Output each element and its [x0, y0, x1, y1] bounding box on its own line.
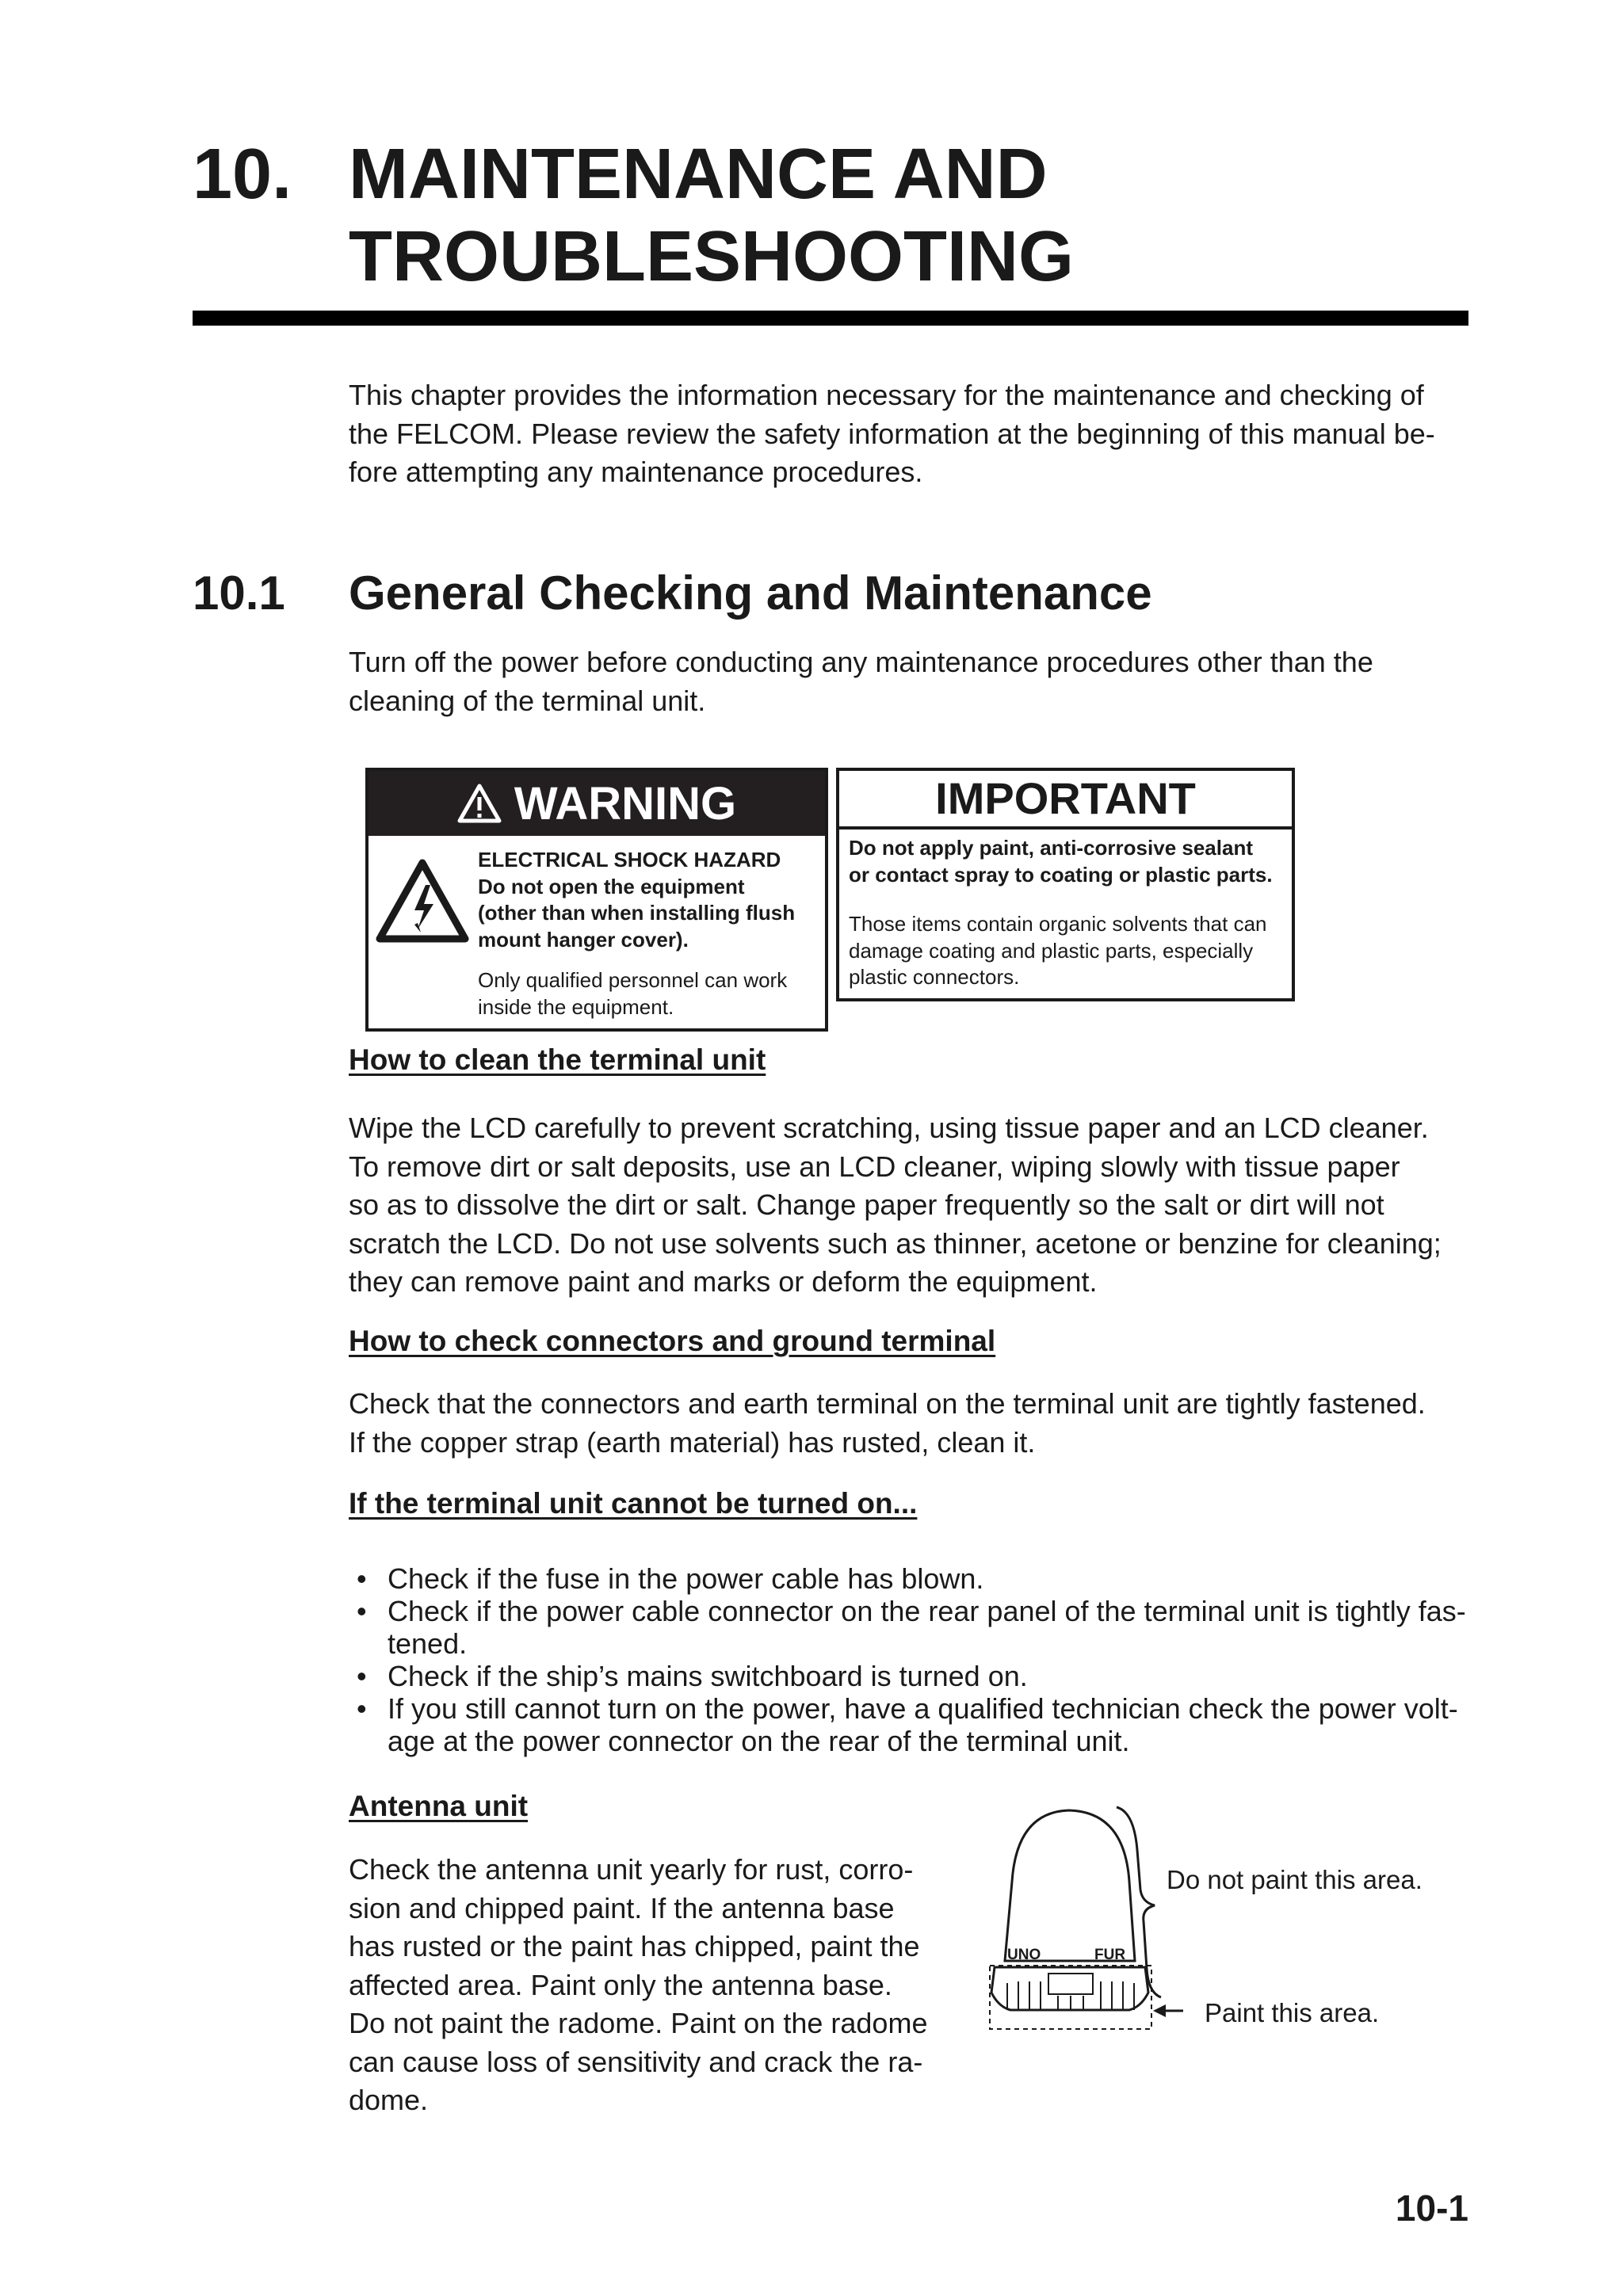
important-text: [849, 835, 1289, 888]
important-header: IMPORTANT: [839, 771, 1292, 830]
list-item: [349, 1595, 1474, 1660]
clean-line: so as to dissolve the dirt or salt. Change paper frequently so the salt or dirt will not: [349, 1188, 1384, 1221]
arrow-icon: [1153, 2004, 1166, 2017]
warning-title: WARNING: [514, 777, 737, 830]
warning-note-line: Only qualified personnel can work: [478, 968, 788, 992]
connectors-heading: How to check connectors and ground terminal: [349, 1325, 996, 1357]
section-title: General Checking and Maintenance: [349, 566, 1152, 620]
section-line: Turn off the power before conducting any maintenance procedures other than the: [349, 646, 1373, 678]
connectors-line: Check that the connectors and earth terminal on the terminal unit are tightly fastened.: [349, 1387, 1426, 1420]
intro-line: the FELCOM. Please review the safety information at the beginning of this manual be-: [349, 417, 1435, 450]
connectors-paragraph: [349, 1385, 1426, 1462]
clean-paragraph: [349, 1109, 1442, 1302]
antenna-diagram: [979, 1802, 1232, 2072]
warning-note: [478, 967, 819, 1020]
chapter-rule: [193, 311, 1468, 326]
warning-line: (other than when installing flush: [478, 901, 796, 925]
important-line: Do not apply paint, anti-corrosive sealant: [849, 836, 1253, 860]
list-item: [349, 1692, 1474, 1757]
clean-line: scratch the LCD. Do not use solvents such as thinner, acetone or benzine for cleaning;: [349, 1226, 1442, 1260]
clean-line: To remove dirt or salt deposits, use an LCD cleaner, wiping slowly with tissue paper: [349, 1150, 1400, 1183]
warning-note-line: inside the equipment.: [478, 994, 674, 1019]
connectors-line: If the copper strap (earth material) has rusted, clean it.: [349, 1425, 1036, 1459]
antenna-line: can cause loss of sensitivity and crack the ra-: [349, 2045, 923, 2078]
antenna-line: dome.: [349, 2084, 429, 2116]
section-line: cleaning of the terminal unit.: [349, 684, 706, 717]
intro-line: This chapter provides the information necessary for the maintenance and checking of: [349, 379, 1424, 411]
page-number: 10-1: [1395, 2187, 1468, 2229]
clean-line: Wipe the LCD carefully to prevent scratching, using tissue paper and an LCD cleaner.: [349, 1112, 1429, 1144]
section-intro: [349, 643, 1373, 720]
radome-label-left: UNO: [1007, 1947, 1041, 1963]
power-checklist: [349, 1562, 1474, 1757]
antenna-line: has rusted or the paint has chipped, paint the: [349, 1930, 920, 1962]
chapter-title: [349, 133, 1074, 298]
warning-line: mount hanger cover).: [478, 927, 689, 952]
clean-line: they can remove paint and marks or deform the equipment.: [349, 1265, 1098, 1298]
radome-label-right: FUR: [1094, 1947, 1126, 1963]
bullet-text: Check if the ship’s mains switchboard is turned on.: [388, 1660, 1028, 1692]
intro-line: fore attempting any maintenance procedures.: [349, 456, 923, 488]
antenna-heading: Antenna unit: [349, 1790, 529, 1822]
bullet-text: Check if the fuse in the power cable has blown.: [388, 1562, 984, 1595]
chapter-title-line2: TROUBLESHOOTING: [349, 217, 1074, 296]
list-item: [349, 1562, 1474, 1595]
antenna-line: Check the antenna unit yearly for rust, corro-: [349, 1853, 914, 1886]
important-line: or contact spray to coating or plastic parts.: [849, 862, 1273, 887]
radome-shape: [1005, 1810, 1135, 1961]
chapter-title-line1: MAINTENANCE AND: [349, 135, 1048, 214]
callout-do-not-paint: Do not paint this area.: [1167, 1865, 1423, 1894]
warning-text: [478, 847, 819, 953]
important-note-line: damage coating and plastic parts, especially: [849, 938, 1254, 963]
chapter-number: 10.: [193, 135, 292, 214]
section-number: 10.1: [193, 566, 285, 620]
important-box: [836, 768, 1295, 1001]
warning-triangle-icon: [457, 784, 502, 823]
antenna-paragraph: [349, 1851, 927, 2120]
callout-paint: Paint this area.: [1205, 1998, 1380, 2027]
antenna-line: sion and chipped paint. If the antenna base: [349, 1891, 895, 1924]
power-heading: If the terminal unit cannot be turned on...: [349, 1487, 918, 1520]
electrical-shock-icon: [375, 858, 470, 944]
intro-paragraph: [349, 376, 1435, 492]
important-note-line: plastic connectors.: [849, 965, 1020, 989]
bullet-text: • Check if the power cable connector on the rear panel of the terminal unit is tightly fas-: [388, 1595, 1466, 1627]
warning-box: [365, 768, 828, 1032]
warning-line: Do not open the equipment: [478, 874, 745, 898]
bullet-text: age at the power connector on the rear of the terminal unit.: [388, 1725, 1130, 1757]
list-item: [349, 1660, 1474, 1692]
warning-header: [369, 771, 825, 836]
bullet-text: • If you still cannot turn on the power, have a qualified technician check the power volt-: [388, 1692, 1458, 1725]
clean-heading: How to clean the terminal unit: [349, 1043, 766, 1076]
antenna-line: affected area. Paint only the antenna base.: [349, 1968, 892, 2001]
warning-line: ELECTRICAL SHOCK HAZARD: [478, 848, 781, 871]
antenna-line: Do not paint the radome. Paint on the radome: [349, 2007, 928, 2039]
important-note-line: Those items contain organic solvents that can: [849, 912, 1267, 936]
important-note: [849, 911, 1289, 991]
bullet-text: tened.: [388, 1627, 468, 1660]
